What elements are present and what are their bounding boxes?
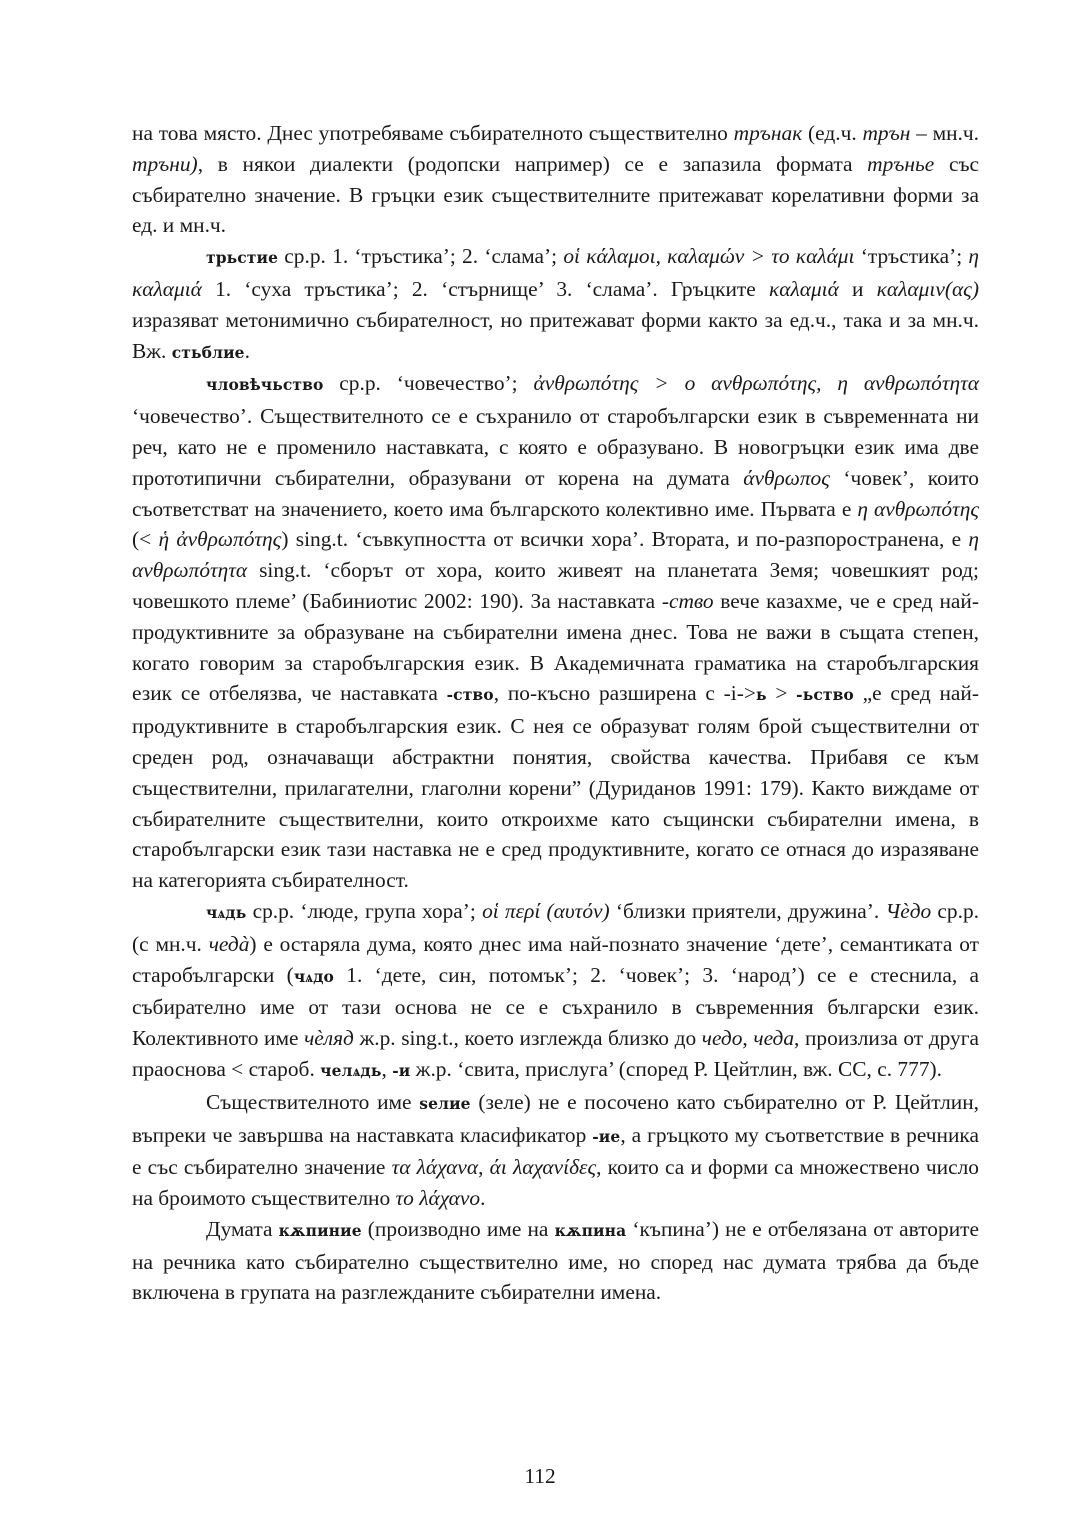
paragraph	[132, 368, 979, 896]
page-number: 112	[524, 1464, 556, 1488]
text-run: „е сред най-продуктивните в старобългарския език. С нея се образуват голям брой съществителни от среден род, означаващи абстрактни понятия, свойства качества. Прибавя се към съществителни, прилагателни, глаголни корени” (Дуриданов 1991: 179). Както виждаме от събирателните съществителни, които откроихме като същински събирателни имена, в старобългарски език тази наставка не е сред продуктивните, когато се отнася до изразяване на категорията събирателност.	[132, 681, 979, 893]
paragraph	[132, 118, 979, 241]
text-run: ср.р. ‘човечество’;	[323, 371, 534, 396]
italic-term: трън	[862, 121, 911, 145]
text-run: , а гръцкото му съответствие в речника е със събирателно значение	[132, 1122, 979, 1180]
text-run: ‘тръстика’;	[854, 244, 969, 269]
text-run: (производно име на	[361, 1216, 555, 1241]
old-bulgarian-term: -и	[392, 1060, 411, 1080]
italic-term: трънье	[867, 151, 935, 176]
text-run: , произлиза от друга праоснова < староб.	[132, 1026, 979, 1081]
text-run: ср.р. (с мн.ч.	[132, 898, 980, 956]
italic-term: чедо	[701, 1026, 743, 1051]
italic-term: καλαμιά	[768, 276, 839, 301]
italic-term: τα λάχανα	[391, 1155, 479, 1180]
text-run: ср.р. 1. ‘тръстика’; 2. ‘слама’;	[278, 244, 564, 269]
paragraph	[132, 1214, 979, 1308]
text-run: .	[244, 338, 250, 363]
old-bulgarian-term: -ство	[446, 685, 494, 705]
text-run: изразяват метонимично събирателност, но притежават форми както за ед.ч., така и за мн.ч. Вж.	[132, 307, 979, 363]
text-run: (<	[132, 527, 159, 552]
text-run: на това място. Днес употребяваме събирателното съществително	[132, 121, 734, 145]
text-run: ,	[381, 1056, 393, 1081]
italic-term: το λάχανο	[395, 1186, 481, 1211]
paragraph	[132, 241, 979, 368]
text-run: sing.t. ‘сборът от хора, които живеят на планетата Земя; човешкият род; човешкото племе’ (Бабиниотис 2002: 190). За наставката	[132, 558, 979, 613]
old-bulgarian-term: ь	[755, 685, 767, 705]
old-bulgarian-term: -ие	[592, 1126, 621, 1146]
italic-term: καλαμιν(ας)	[876, 276, 979, 301]
text-run: ) sing.t. ‘съвкупността от всички хора’. Втората, и по-разпоространена, е	[281, 527, 969, 552]
text-run: ,	[478, 1155, 490, 1180]
text-run: , по-късно разширена с -i->	[493, 681, 756, 706]
text-run: ж.р. sing.t., което изглежда близко до	[353, 1026, 702, 1051]
text-run: – мн.ч.	[910, 121, 980, 145]
italic-term: η καλαμιά	[132, 244, 979, 301]
old-bulgarian-term: челѧдь	[320, 1060, 382, 1080]
paragraph	[132, 1087, 979, 1214]
text-run: .	[480, 1186, 486, 1211]
italic-term: ἡ ἀνθρωπότης	[158, 527, 282, 552]
text-run: ,	[742, 1026, 754, 1051]
text-run: със събирателно значение. В гръцки език съществителните притежават корелативни форми за ед. и мн.ч.	[132, 151, 980, 238]
text-run: , които са и форми са множествено число на броимото съществително	[132, 1155, 979, 1211]
old-bulgarian-term: трьстие	[206, 248, 279, 268]
old-bulgarian-term: кѫпиние	[278, 1220, 362, 1240]
italic-term: άνθρωπος	[743, 465, 830, 490]
text-run: >	[766, 681, 797, 706]
text-run: вече казахме, че е сред най-продуктивните за образуване на събирателни имена днес. Това не важи в същата степен, когато говорим за старобългарския език. В Академичната граматика на старобългарския език се отбелязва, че наставката	[132, 588, 979, 706]
text-run: 1. ‘дете, син, потомък’; 2. ‘човек’; 3. ‘народ’) се е стеснила, а събирателно име от тази основа не се е съхранило в съвременния български език. Колективното име	[132, 962, 980, 1051]
italic-term: οἱ περί (αυτόν)	[482, 898, 610, 923]
italic-term: -ство	[661, 588, 714, 613]
text-run: Думата	[206, 1216, 279, 1241]
old-bulgarian-term: стьблие	[171, 342, 245, 362]
italic-term: трънак	[733, 121, 803, 145]
italic-term: ἀνθρωπότης > ο ανθρωπότης, η ανθρωπότητα	[533, 371, 979, 396]
italic-term: η ανθρωπότητα	[132, 527, 980, 583]
text-run: ср.р. ‘люде, група хора’;	[246, 898, 483, 923]
text-run: Съществителното име	[206, 1089, 420, 1114]
old-bulgarian-term: кѫпина	[554, 1220, 627, 1240]
old-bulgarian-term: ѕелие	[419, 1093, 471, 1113]
paragraph	[132, 896, 979, 1087]
italic-term: Чèдо	[885, 898, 932, 923]
text-run: ж.р. ‘свита, прислуга’ (според Р. Цейтлин, вж. СС, с. 777).	[410, 1056, 942, 1081]
document-page	[132, 118, 979, 1308]
old-bulgarian-term: -ьство	[796, 685, 854, 705]
text-run: ) е остаряла дума, която днес има най-познато значение ‘дете’, семантиката от старобългарски (	[132, 931, 979, 987]
italic-term: чèляд	[304, 1026, 354, 1051]
italic-term: тръни)	[132, 151, 198, 176]
italic-term: οἱ κάλαμοι, καλαμών > το καλάμι	[563, 244, 855, 269]
old-bulgarian-term: чѧдь	[206, 902, 247, 922]
text-run: (ед.ч.	[802, 121, 863, 145]
italic-term: η ανθρωπότης	[857, 496, 979, 521]
text-run: ‘къпина’) не е отбелязана от авторите на речника като събирателно съществително име, но според нас думата трябва да бъде включена в групата на разглежданите събирателни имена.	[132, 1216, 979, 1305]
text-run: и	[838, 276, 877, 301]
italic-term: чеда	[753, 1026, 795, 1051]
text-run: ‘близки приятели, дружина’.	[609, 898, 886, 923]
italic-term: άι λαχανίδες	[489, 1155, 597, 1180]
italic-term: чедà	[208, 931, 250, 956]
text-run: , в някои диалекти (родопски например) се е запазила формата	[197, 151, 868, 176]
old-bulgarian-term: чловѣчьство	[206, 375, 324, 395]
text-run: (зеле) не е посочено като събирателно от Р. Цейтлин, въпреки че завършва на наставката класификатор	[132, 1089, 979, 1147]
text-run: ‘човечество’. Съществителното се е съхранило от старобългарски език в съвременната ни реч, като не е променило наставката, с която е образувано. В новогръцки език има две прототипични събирателни, образувани от корена на думата	[132, 404, 979, 490]
old-bulgarian-term: чѧдо	[293, 966, 334, 986]
text-run: 1. ‘суха тръстика’; 2. ‘стърнище’ 3. ‘слама’. Гръцките	[201, 276, 769, 301]
text-run: ‘човек’, които съответстват на значението, което има българското колективно име. Първата е	[132, 465, 979, 521]
